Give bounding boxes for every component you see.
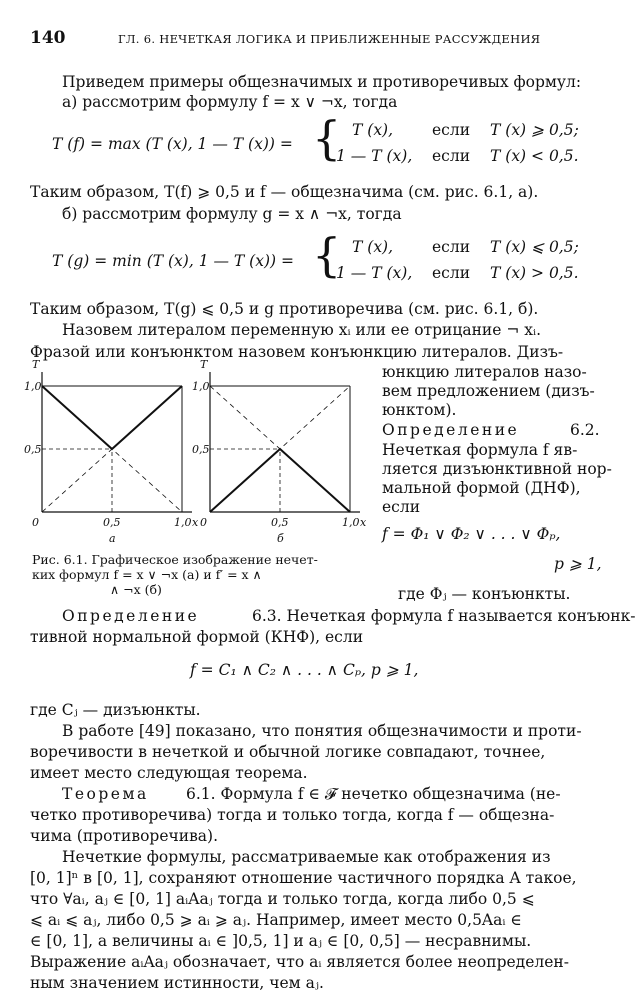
text-line: ным значением истинности, чем aⱼ. bbox=[30, 974, 324, 992]
case-condition: T (x) > 0,5. bbox=[490, 264, 579, 282]
text-line: имеет место следующая теорема. bbox=[30, 764, 308, 782]
x-tick-label: 1,0 bbox=[174, 516, 192, 529]
x-axis-label: x bbox=[192, 516, 199, 529]
y-axis-label: T bbox=[200, 358, 208, 371]
text-line: если bbox=[382, 498, 421, 516]
formula-lhs: T (f) = max (T (x), 1 — T (x)) = bbox=[52, 135, 293, 153]
text-line: Выражение aᵢAaⱼ обозначает, что aᵢ является более неопределен- bbox=[30, 953, 569, 971]
case-value: 1 — T (x), bbox=[336, 147, 413, 165]
x-tick-label: 0,5 bbox=[103, 516, 121, 529]
definition-heading: Определение bbox=[62, 607, 200, 625]
text-line: Таким образом, T(g) ⩽ 0,5 и g противоречива (см. рис. 6.1, б). bbox=[30, 300, 539, 318]
text-line: юнкцию литералов назо- bbox=[382, 363, 587, 381]
text-line: мальной формой (ДНФ), bbox=[382, 479, 581, 497]
panel-label: а bbox=[109, 532, 116, 545]
definition-heading: Определение bbox=[382, 421, 520, 439]
formula: f = Φ₁ ∨ Φ₂ ∨ . . . ∨ Φₚ, bbox=[382, 525, 561, 543]
case-value: 1 — T (x), bbox=[336, 264, 413, 282]
text-line: юнктом). bbox=[382, 401, 457, 419]
text-line: что ∀aᵢ, aⱼ ∈ [0, 1] aᵢAaⱼ тогда и только тогда, когда либо 0,5 ⩽ bbox=[30, 890, 535, 908]
text-line: Нечеткие формулы, рассматриваемые как отображения из bbox=[62, 848, 551, 866]
y-tick-label: 0,5 bbox=[192, 443, 210, 456]
case-value: T (x), bbox=[352, 121, 394, 139]
brace: { bbox=[312, 111, 342, 165]
text-line: Фразой или конъюнктом назовем конъюнкцию литералов. Дизъ- bbox=[30, 343, 564, 361]
formula: f = C₁ ∧ C₂ ∧ . . . ∧ Cₚ, p ⩾ 1, bbox=[190, 661, 419, 679]
case-condition: T (x) < 0,5. bbox=[490, 147, 579, 165]
x-tick-label: 0,5 bbox=[271, 516, 289, 529]
text-line: где Cⱼ — дизъюнкты. bbox=[30, 701, 201, 719]
brace: { bbox=[312, 228, 342, 282]
x-tick-label: 0 bbox=[32, 516, 39, 529]
text-line: ляется дизъюнктивной нор- bbox=[382, 460, 612, 478]
text-line: ⩽ aᵢ ⩽ aⱼ, либо 0,5 ⩾ aᵢ ⩾ aⱼ. Например, имеет место 0,5Aaᵢ ∈ bbox=[30, 911, 522, 929]
text-line: вем предложением (дизъ- bbox=[382, 382, 595, 400]
panel-a bbox=[24, 358, 199, 545]
definition-number: 6.2. bbox=[570, 421, 600, 439]
formula-lhs: T (g) = min (T (x), 1 — T (x)) = bbox=[52, 252, 294, 270]
x-axis-label: x bbox=[360, 516, 367, 529]
case-condition: T (x) ⩽ 0,5; bbox=[490, 238, 579, 256]
figure-caption: ких формул f = x ∨ ¬x (а) и f′ = x ∧ bbox=[32, 567, 262, 582]
text-line: 6.3. Нечеткая формула f называется конъюнк- bbox=[252, 607, 636, 625]
case-if: если bbox=[432, 264, 471, 282]
case-if: если bbox=[432, 147, 471, 165]
text-line: а) рассмотрим формулу f = x ∨ ¬x, тогда bbox=[62, 93, 398, 111]
text-line: воречивости в нечеткой и обычной логике совпадают, точнее, bbox=[30, 743, 546, 761]
panel-label: б bbox=[277, 532, 284, 545]
figure-caption: Рис. 6.1. Графическое изображение нечет- bbox=[32, 552, 318, 567]
x-tick-label: 0 bbox=[200, 516, 207, 529]
figure-caption: ∧ ¬x (б) bbox=[110, 582, 162, 597]
text-line: [0, 1]ⁿ в [0, 1], сохраняют отношение частичного порядка A такое, bbox=[30, 869, 577, 887]
case-if: если bbox=[432, 238, 471, 256]
x-tick-label: 1,0 bbox=[342, 516, 360, 529]
y-tick-label: 1,0 bbox=[24, 380, 42, 393]
page-number: 140 bbox=[30, 28, 66, 48]
text-line: Нечеткая формула f яв- bbox=[382, 441, 578, 459]
running-title: ГЛ. 6. НЕЧЕТКАЯ ЛОГИКА И ПРИБЛИЖЕННЫЕ РАССУЖДЕНИЯ bbox=[118, 32, 541, 46]
panel-b bbox=[192, 358, 367, 545]
formula: p ⩾ 1, bbox=[554, 555, 602, 573]
text-line: тивной нормальной формой (КНФ), если bbox=[30, 628, 364, 646]
text-line: где Φⱼ — конъюнкты. bbox=[398, 585, 571, 603]
text-line: четко противоречива) тогда и только тогда, когда f — общезна- bbox=[30, 806, 555, 824]
case-if: если bbox=[432, 121, 471, 139]
text-line: чима (противоречива). bbox=[30, 827, 219, 845]
text-line: В работе [49] показано, что понятия общезначимости и проти- bbox=[62, 722, 582, 740]
text-line: Приведем примеры общезначимых и противоречивых формул: bbox=[62, 73, 582, 91]
text-line: Назовем литералом переменную xᵢ или ее отрицание ¬ xᵢ. bbox=[62, 321, 542, 339]
y-axis-label: T bbox=[32, 358, 40, 371]
y-tick-label: 1,0 bbox=[192, 380, 210, 393]
case-condition: T (x) ⩾ 0,5; bbox=[490, 121, 579, 139]
text-line: Таким образом, T(f) ⩾ 0,5 и f — общезначима (см. рис. 6.1, а). bbox=[30, 183, 539, 201]
text-line: 6.1. Формула f ∈ 𝓕 нечетко общезначима (не- bbox=[186, 785, 561, 803]
series-line bbox=[42, 386, 182, 449]
theorem-heading: Теорема bbox=[62, 785, 149, 803]
figure-6-1 bbox=[24, 358, 368, 554]
text-line: б) рассмотрим формулу g = x ∧ ¬x, тогда bbox=[62, 205, 402, 223]
text-line: ∈ [0, 1], а величины aᵢ ∈ ]0,5, 1] и aⱼ ∈ [0, 0,5] — несравнимы. bbox=[30, 932, 532, 950]
y-tick-label: 0,5 bbox=[24, 443, 42, 456]
case-value: T (x), bbox=[352, 238, 394, 256]
